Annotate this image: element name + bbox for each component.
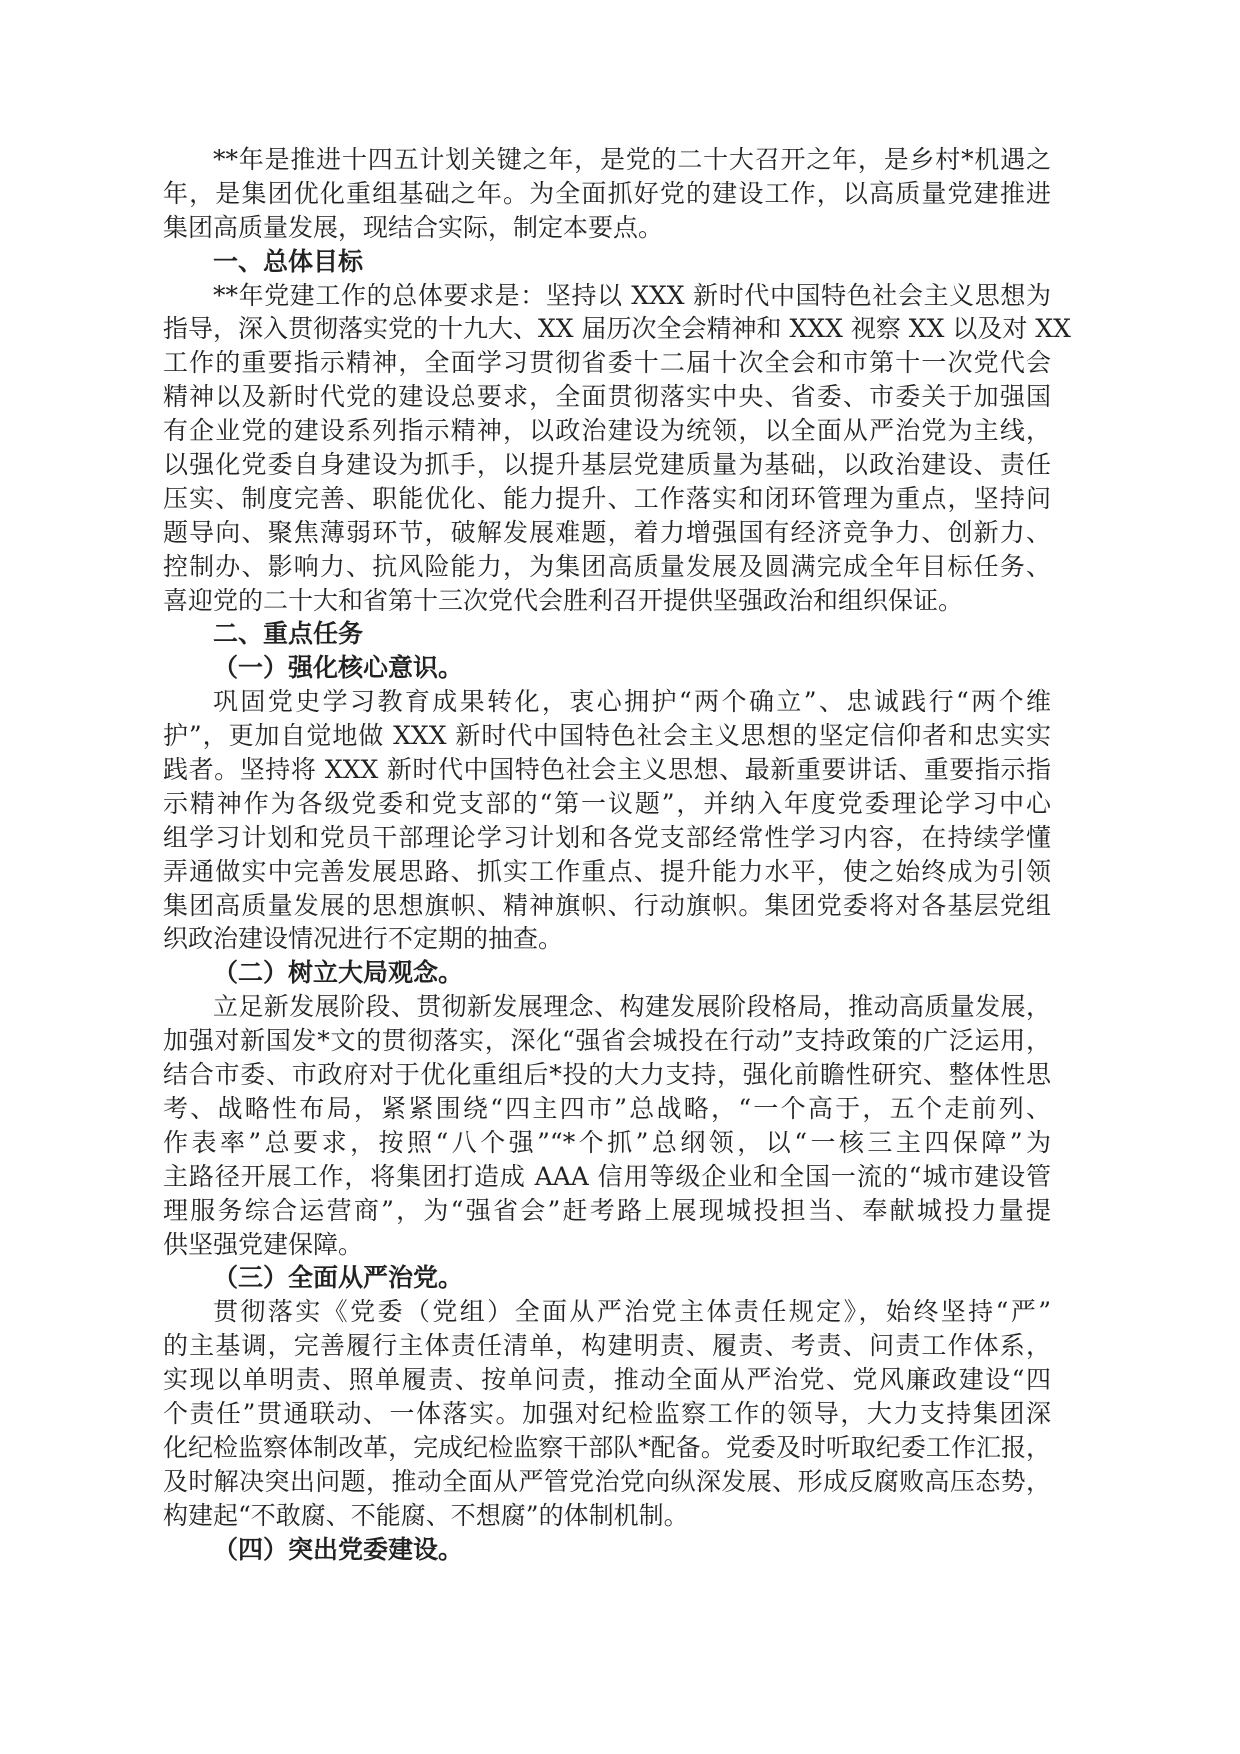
text-line: **年党建工作的总体要求是：坚持以 XXX 新时代中国特色社会主义思想为 xyxy=(213,280,1051,310)
paragraph xyxy=(163,279,1071,618)
text-line: 践者。坚持将 XXX 新时代中国特色社会主义思想、最新重要讲话、重要指示指 xyxy=(163,755,1051,785)
section-heading xyxy=(163,651,1051,685)
text-line: 主路径开展工作，将集团打造成 AAA 信用等级企业和全国一流的“城市建设管 xyxy=(163,1161,1051,1191)
text-line: 集团高质量发展，现结合实际，制定本要点。 xyxy=(163,212,664,242)
text-line: 指导，深入贯彻落实党的十九大、XX 届历次全会精神和 XXX 视察 XX 以及对 XX xyxy=(163,314,1071,344)
text-line: 结合市委、市政府对于优化重组后*投的大力支持，强化前瞻性研究、整体性思 xyxy=(163,1060,1051,1090)
text-line: 实现以单明责、照单履责、按单问责，推动全面从严治党、党风廉政建设“四 xyxy=(163,1365,1051,1395)
paragraph xyxy=(163,685,1051,956)
section-heading xyxy=(163,956,1051,990)
text-line: 化纪检监察体制改革，完成纪检监察干部队*配备。党委及时听取纪委工作汇报， xyxy=(163,1432,1051,1462)
text-line: 理服务综合运营商”，为“强省会”赶考路上展现城投担当、奉献城投力量提 xyxy=(163,1195,1051,1225)
text-line: 考、战略性布局，紧紧围绕“四主四市”总战略，“一个高于，五个走前列、 xyxy=(163,1093,1051,1123)
text-line: 加强对新国发*文的贯彻落实，深化“强省会城投在行动”支持政策的广泛运用， xyxy=(163,1026,1051,1056)
text-line: 立足新发展阶段、贯彻新发展理念、构建发展阶段格局，推动高质量发展， xyxy=(213,992,1051,1022)
heading-text: 一、总体目标 xyxy=(213,246,364,276)
text-line: 压实、制度完善、职能优化、能力提升、工作落实和闭环管理为重点，坚持问 xyxy=(163,483,1051,513)
heading-text: （一）强化核心意识。 xyxy=(213,653,464,683)
paragraph xyxy=(163,990,1051,1261)
section-heading xyxy=(163,617,1051,651)
text-line: 控制办、影响力、抗风险能力，为集团高质量发展及圆满完成全年目标任务、 xyxy=(163,551,1051,581)
section-heading xyxy=(163,245,1051,279)
heading-text: （四）突出党委建设。 xyxy=(213,1534,464,1564)
text-line: 织政治建设情况进行不定期的抽查。 xyxy=(163,924,564,954)
text-line: 喜迎党的二十大和省第十三次党代会胜利召开提供坚强政治和组织保证。 xyxy=(163,585,964,615)
text-line: 个责任”贯通联动、一体落实。加强对纪检监察工作的领导，大力支持集团深 xyxy=(163,1398,1051,1428)
text-line: 示精神作为各级党委和党支部的“第一议题”，并纳入年度党委理论学习中心 xyxy=(163,788,1051,818)
text-line: 作表率”总要求，按照“八个强”“*个抓”总纲领，以“一核三主四保障”为 xyxy=(163,1127,1051,1157)
heading-text: （三）全面从严治党。 xyxy=(213,1263,464,1293)
text-line: 巩固党史学习教育成果转化，衷心拥护“两个确立”、忠诚践行“两个维 xyxy=(213,687,1051,717)
text-line: 以强化党委自身建设为抓手，以提升基层党建质量为基础，以政治建设、责任 xyxy=(163,450,1051,480)
text-line: 的主基调，完善履行主体责任清单，构建明责、履责、考责、问责工作体系， xyxy=(163,1331,1051,1361)
text-line: 弄通做实中完善发展思路、抓实工作重点、提升能力水平，使之始终成为引领 xyxy=(163,856,1051,886)
section-heading xyxy=(163,1261,1051,1295)
text-line: 工作的重要指示精神，全面学习贯彻省委十二届十次全会和市第十一次党代会 xyxy=(163,348,1051,378)
text-line: 贯彻落实《党委（党组）全面从严治党主体责任规定》，始终坚持“严” xyxy=(213,1297,1051,1327)
text-line: 护”，更加自觉地做 XXX 新时代中国特色社会主义思想的坚定信仰者和忠实实 xyxy=(163,721,1051,751)
paragraph xyxy=(163,1295,1051,1532)
text-line: 及时解决突出问题，推动全面从严管党治党向纵深发展、形成反腐败高压态势， xyxy=(163,1466,1051,1496)
text-line: 年，是集团优化重组基础之年。为全面抓好党的建设工作，以高质量党建推进 xyxy=(163,178,1051,208)
text-line: **年是推进十四五计划关键之年，是党的二十大召开之年，是乡村*机遇之 xyxy=(213,145,1051,174)
text-line: 组学习计划和党员干部理论学习计划和各党支部经常性学习内容，在持续学懂 xyxy=(163,822,1051,852)
section-heading xyxy=(163,1533,1051,1567)
document-body xyxy=(163,143,1071,1566)
heading-text: 二、重点任务 xyxy=(213,619,364,649)
text-line: 供坚强党建保障。 xyxy=(163,1229,364,1259)
text-line: 构建起“不敢腐、不能腐、不想腐”的体制机制。 xyxy=(163,1500,689,1530)
heading-text: （二）树立大局观念。 xyxy=(213,958,464,988)
text-line: 题导向、聚焦薄弱环节，破解发展难题，着力增强国有经济竞争力、创新力、 xyxy=(163,517,1051,547)
text-line: 集团高质量发展的思想旗帜、精神旗帜、行动旗帜。集团党委将对各基层党组 xyxy=(163,890,1051,920)
text-line: 精神以及新时代党的建设总要求，全面贯彻落实中央、省委、市委关于加强国 xyxy=(163,382,1051,412)
paragraph xyxy=(163,143,1051,245)
text-line: 有企业党的建设系列指示精神，以政治建设为统领，以全面从严治党为主线， xyxy=(163,416,1051,446)
